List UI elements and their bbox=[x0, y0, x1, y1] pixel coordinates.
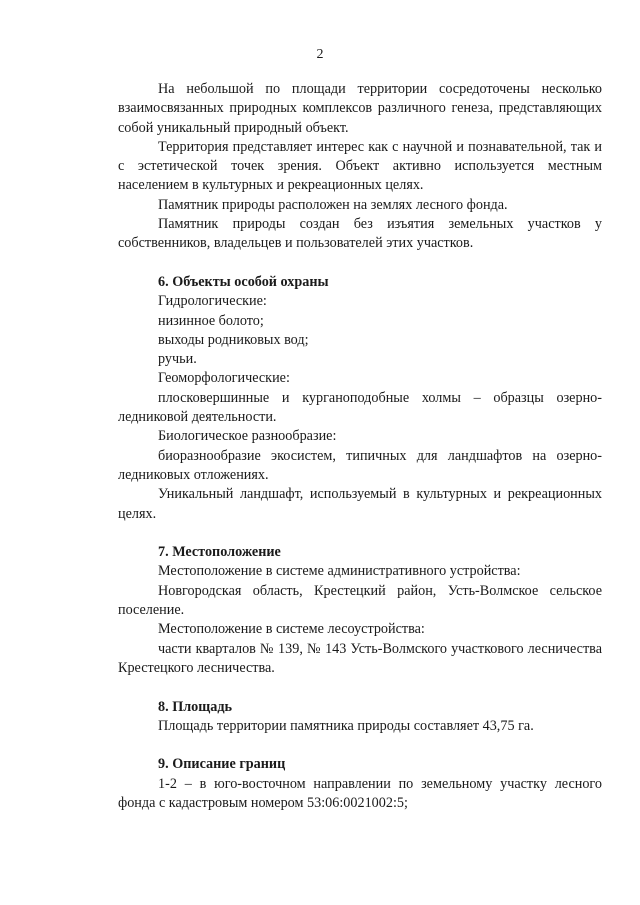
spacer bbox=[118, 678, 602, 697]
paragraph: части кварталов № 139, № 143 Усть-Волмского участкового лесничества Крестецкого лесничества. bbox=[118, 640, 602, 676]
paragraph: Памятник природы создан без изъятия земельных участков у собственников, владельцев и пользователей этих участков. bbox=[118, 216, 602, 252]
paragraph: плосковершинные и курганоподобные холмы – образцы озерно-ледниковой деятельности. bbox=[118, 389, 602, 426]
paragraph: низинное болото; bbox=[158, 312, 264, 329]
section-area bbox=[118, 698, 602, 737]
paragraph: Площадь территории памятника природы составляет 43,75 га. bbox=[158, 717, 534, 734]
section-heading: 6. Объекты особой охраны bbox=[158, 273, 329, 290]
document-body bbox=[118, 80, 602, 813]
spacer bbox=[118, 524, 602, 543]
page-number: 2 bbox=[316, 47, 324, 62]
section-heading: 7. Местоположение bbox=[158, 544, 281, 561]
section-heading: 9. Описание границ bbox=[158, 756, 286, 773]
paragraph: ручьи. bbox=[158, 351, 197, 368]
paragraph: Местоположение в системе лесоустройства: bbox=[158, 621, 425, 638]
paragraph: Уникальный ландшафт, используемый в культурных и рекреационных целях. bbox=[118, 486, 602, 522]
spacer bbox=[118, 254, 602, 273]
spacer bbox=[118, 736, 602, 755]
paragraph: На небольшой по площади территории сосредоточены несколько взаимосвязанных природных комплексов различного генеза, представляющих собой уникальный природный объект. bbox=[118, 81, 602, 136]
paragraph: выходы родниковых вод; bbox=[158, 331, 309, 348]
paragraph: Территория представляет интерес как с научной и познавательной, так и с эстетической точек зрения. Объект активно используется местным населением в культурных и рекреационных целях. bbox=[118, 138, 602, 194]
paragraph: Местоположение в системе административного устройства: bbox=[158, 563, 521, 580]
section-boundaries bbox=[118, 755, 602, 813]
paragraph: Памятник природы расположен на землях лесного фонда. bbox=[158, 196, 508, 213]
section-heading: 8. Площадь bbox=[158, 698, 233, 715]
paragraph: биоразнообразие экосистем, типичных для ландшафтов на озерно-ледниковых отложениях. bbox=[118, 447, 602, 483]
paragraph: Геоморфологические: bbox=[158, 370, 290, 387]
paragraph: Биологическое разнообразие: bbox=[158, 428, 337, 445]
paragraph: Гидрологические: bbox=[158, 293, 267, 310]
section-protected-objects bbox=[118, 273, 602, 524]
paragraph: Новгородская область, Крестецкий район, Усть-Волмское сельское поселение. bbox=[118, 582, 602, 619]
paragraph: 1-2 – в юго-восточном направлении по земельному участку лесного фонда с кадастровым номером 53:06:0021002:5; bbox=[118, 775, 602, 811]
section-location bbox=[118, 543, 602, 678]
